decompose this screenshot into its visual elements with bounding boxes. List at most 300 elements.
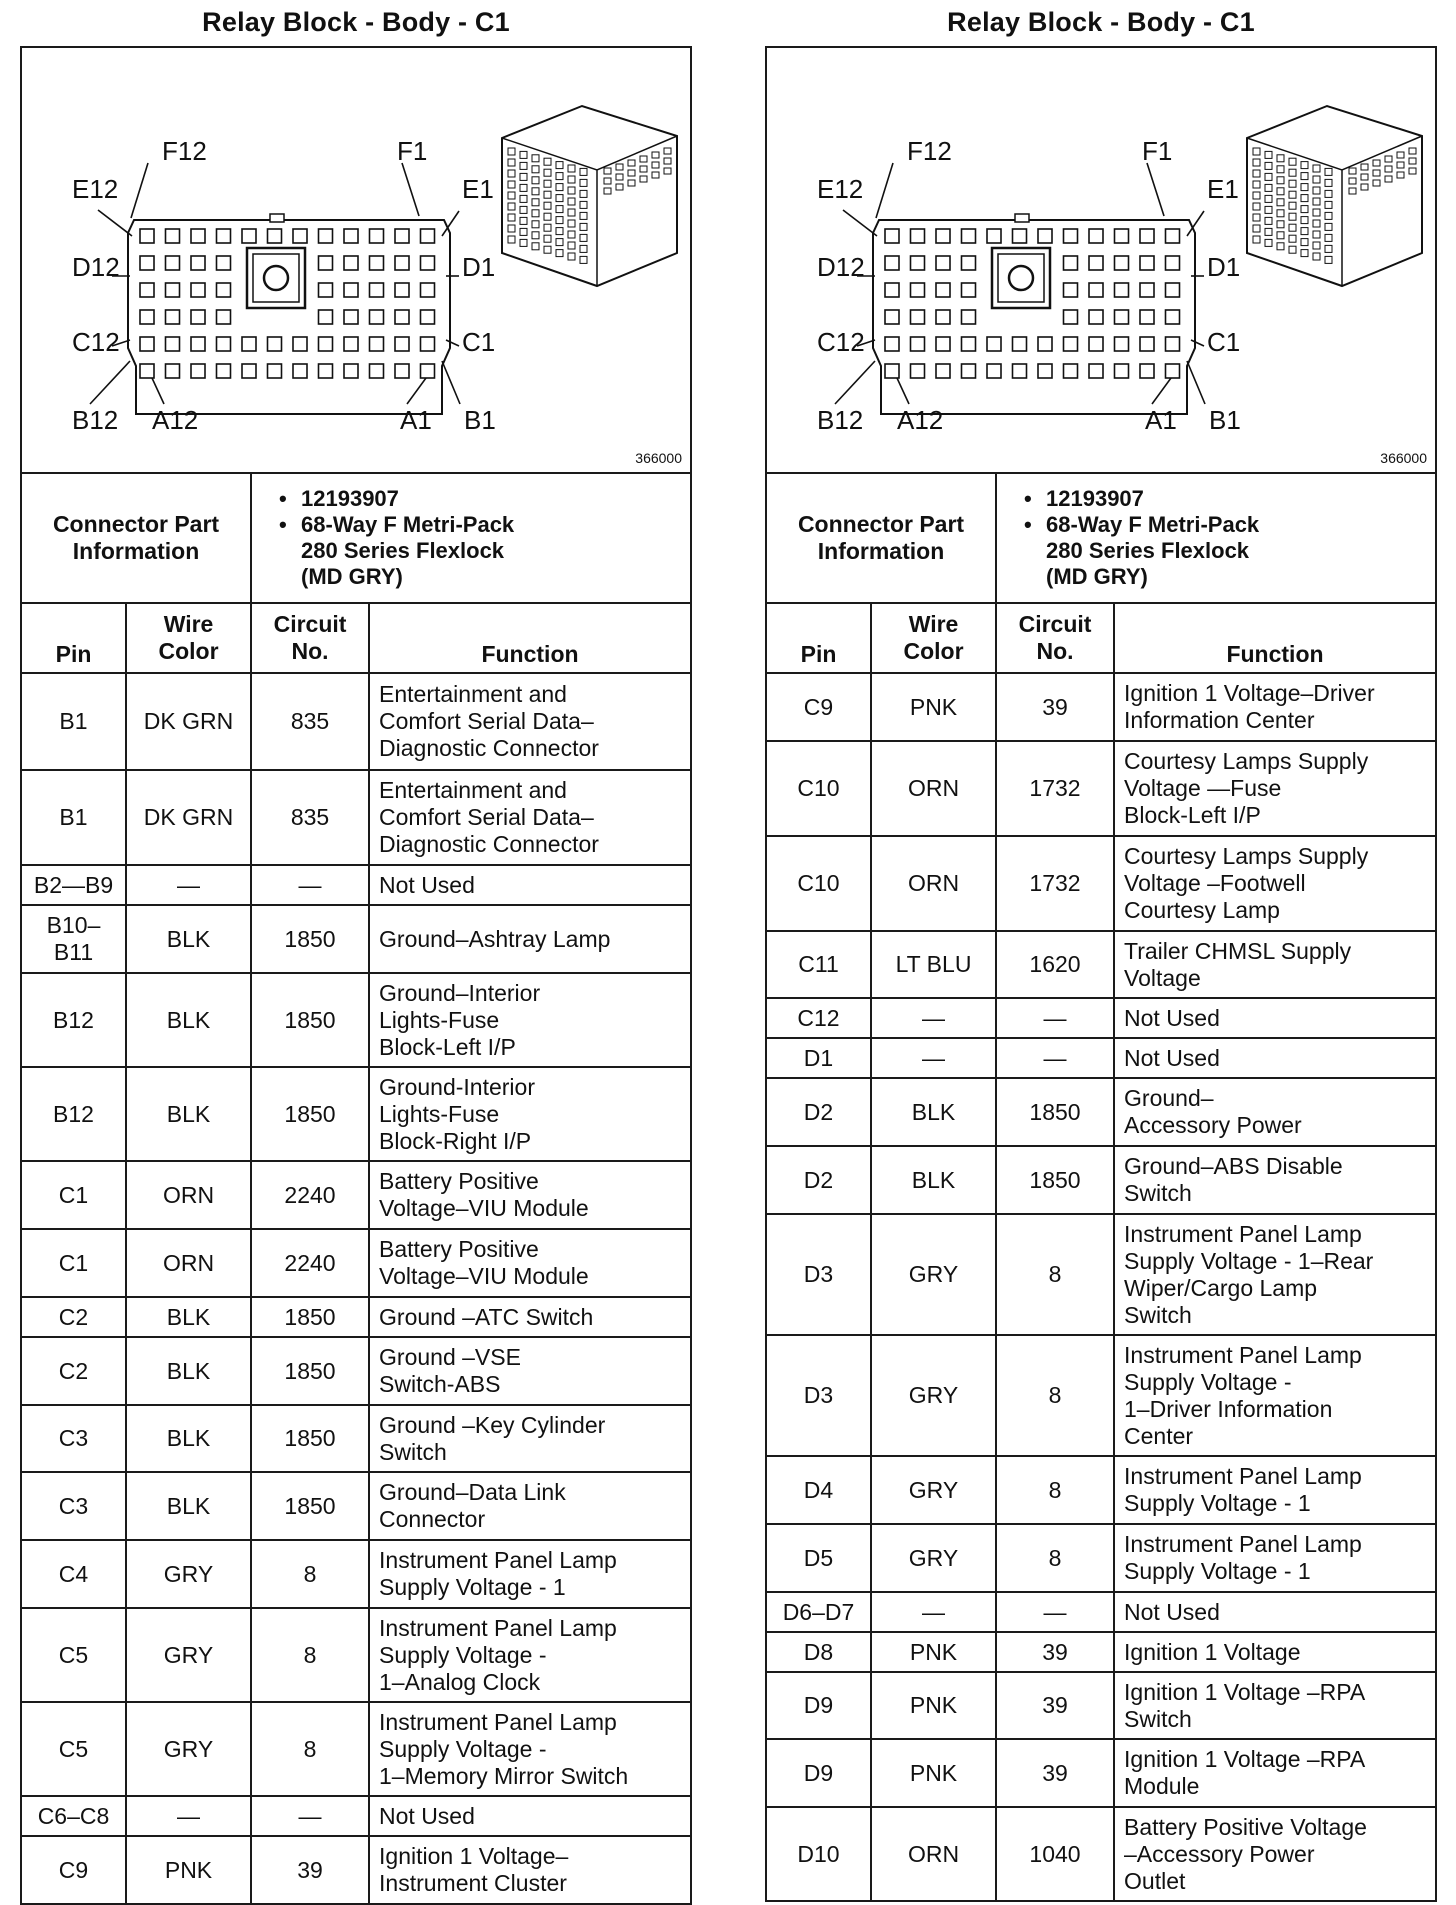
pin-cavity — [344, 229, 358, 243]
pin-cell: D1 — [766, 1038, 871, 1078]
function-cell: Ground-Interior Lights-Fuse Block-Right I/P — [369, 1067, 691, 1161]
wire-color-cell: GRY — [871, 1335, 996, 1456]
pin-cavity — [1115, 229, 1129, 243]
wire-color-cell: PNK — [126, 1836, 251, 1904]
pin-cavity — [1166, 256, 1180, 270]
pin-cavity — [1064, 364, 1078, 378]
iso-cavity — [1277, 199, 1284, 206]
iso-cavity — [580, 190, 587, 197]
pin-cavity — [319, 337, 333, 351]
pin-cell: C1 — [21, 1229, 126, 1297]
table-row — [766, 1078, 1436, 1146]
circuit-cell: 1850 — [251, 1472, 369, 1540]
iso-cavity — [664, 148, 671, 154]
circuit-cell: 835 — [251, 770, 369, 865]
pin-cavity — [242, 229, 256, 243]
iso-cavity — [1265, 228, 1272, 235]
pin-cavity — [344, 364, 358, 378]
function-cell: Ground–Interior Lights-Fuse Block-Left I/P — [369, 973, 691, 1067]
header-wire-color: Wire Color — [126, 603, 251, 673]
function-cell: Ignition 1 Voltage –RPA Module — [1114, 1739, 1436, 1807]
pin-cavity — [1140, 256, 1154, 270]
wire-color-cell: BLK — [126, 1472, 251, 1540]
pin-cell: D2 — [766, 1078, 871, 1146]
wire-color-cell: DK GRN — [126, 770, 251, 865]
circuit-cell: 39 — [996, 1672, 1114, 1739]
pin-cell: B10– B11 — [21, 905, 126, 973]
iso-cavity — [1313, 198, 1320, 205]
circuit-cell: 1850 — [251, 973, 369, 1067]
iso-cavity — [1409, 168, 1416, 174]
iso-cavity — [556, 173, 563, 180]
pin-cavity — [1166, 283, 1180, 297]
iso-cavity — [628, 160, 635, 166]
pin-cavity — [1166, 337, 1180, 351]
iso-cavity — [508, 148, 515, 155]
circuit-cell: 1850 — [251, 905, 369, 973]
wire-color-cell: GRY — [871, 1524, 996, 1592]
pin-row-label: A12 — [897, 405, 944, 435]
pin-cell: C3 — [21, 1472, 126, 1540]
pin-row-label: B1 — [464, 405, 496, 435]
iso-cavity — [532, 199, 539, 206]
pin-cell: C2 — [21, 1337, 126, 1405]
pin-cavity — [319, 229, 333, 243]
pin-cavity — [1013, 229, 1027, 243]
pin-cavity — [885, 337, 899, 351]
iso-cavity — [628, 180, 635, 186]
iso-cavity — [532, 166, 539, 173]
table-row — [21, 1337, 691, 1405]
iso-cavity — [1385, 166, 1392, 172]
pin-cavity — [911, 283, 925, 297]
pin-cavity — [370, 364, 384, 378]
pin-cell: D9 — [766, 1739, 871, 1807]
pin-cavity — [166, 229, 180, 243]
pin-cell: C9 — [766, 673, 871, 741]
iso-cavity — [544, 246, 551, 253]
iso-cavity — [568, 253, 575, 260]
pin-cavity — [421, 337, 435, 351]
pin-cavity — [217, 337, 231, 351]
pin-cell: D2 — [766, 1146, 871, 1214]
iso-cavity — [1349, 168, 1356, 174]
function-cell: Ground –ATC Switch — [369, 1297, 691, 1337]
iso-cavity — [556, 184, 563, 191]
wire-color-cell: BLK — [126, 1297, 251, 1337]
iso-cavity — [532, 221, 539, 228]
wire-color-cell: PNK — [871, 673, 996, 741]
iso-cavity — [1301, 173, 1308, 180]
function-cell: Not Used — [369, 1796, 691, 1836]
circuit-cell: 8 — [251, 1540, 369, 1608]
circuit-cell: 8 — [996, 1456, 1114, 1524]
pin-cavity — [936, 310, 950, 324]
wire-color-cell: DK GRN — [126, 673, 251, 770]
iso-cavity — [544, 191, 551, 198]
pin-cell: D5 — [766, 1524, 871, 1592]
pin-cell: B2—B9 — [21, 865, 126, 905]
pin-cavity — [191, 310, 205, 324]
pin-table — [20, 472, 692, 1905]
pin-cell: C2 — [21, 1297, 126, 1337]
wire-color-cell: BLK — [126, 1405, 251, 1472]
pin-cavity — [395, 337, 409, 351]
iso-cavity — [508, 203, 515, 210]
function-cell: Courtesy Lamps Supply Voltage —Fuse Block-Left I/P — [1114, 741, 1436, 836]
pin-cavity — [242, 337, 256, 351]
pin-cavity — [268, 364, 282, 378]
pin-row-label: C1 — [462, 327, 496, 357]
iso-cavity — [1253, 159, 1260, 166]
table-row — [21, 1608, 691, 1702]
iso-cavity — [1301, 250, 1308, 257]
iso-cavity — [1301, 239, 1308, 246]
pin-row-label: E12 — [817, 174, 864, 204]
table-row — [21, 1702, 691, 1796]
circuit-cell: 1040 — [996, 1807, 1114, 1901]
table-row — [766, 673, 1436, 741]
iso-cavity — [508, 225, 515, 232]
pin-leader-line — [1187, 361, 1205, 404]
iso-cavity — [568, 220, 575, 227]
iso-cavity — [568, 242, 575, 249]
iso-cavity — [1265, 217, 1272, 224]
function-cell: Entertainment and Comfort Serial Data– Diagnostic Connector — [369, 673, 691, 770]
pin-cavity — [268, 337, 282, 351]
iso-cavity — [520, 184, 527, 191]
iso-cavity — [1289, 224, 1296, 231]
pin-cell: C3 — [21, 1405, 126, 1472]
iso-cavity — [1325, 179, 1332, 186]
iso-cavity — [1409, 148, 1416, 154]
pin-cavity — [191, 337, 205, 351]
wire-color-cell: BLK — [126, 1337, 251, 1405]
pin-row-label: D1 — [462, 252, 496, 282]
iso-cavity — [520, 228, 527, 235]
iso-cavity — [640, 156, 647, 162]
iso-cavity — [1325, 212, 1332, 219]
wire-color-cell: BLK — [871, 1146, 996, 1214]
pin-cavity — [962, 310, 976, 324]
pin-cavity — [1064, 337, 1078, 351]
pin-cavity — [217, 310, 231, 324]
pin-cavity — [191, 283, 205, 297]
circuit-cell: — — [996, 1038, 1114, 1078]
iso-cavity — [568, 176, 575, 183]
pin-cavity — [395, 310, 409, 324]
iso-cavity — [580, 201, 587, 208]
connector-info-row — [21, 473, 691, 603]
wire-color-cell: — — [871, 998, 996, 1038]
pin-cavity — [962, 337, 976, 351]
wire-color-cell: ORN — [126, 1229, 251, 1297]
iso-cavity — [1253, 148, 1260, 155]
pin-cell: D3 — [766, 1335, 871, 1456]
pin-row-label: F1 — [397, 136, 428, 166]
pin-row-label: B1 — [1209, 405, 1241, 435]
pin-cavity — [344, 337, 358, 351]
iso-cavity — [1265, 173, 1272, 180]
pin-row-label: E1 — [1207, 174, 1239, 204]
figure-number: 366000 — [1380, 450, 1427, 466]
connector-panel-left — [20, 0, 692, 1905]
iso-cavity — [604, 168, 611, 174]
iso-cavity — [664, 158, 671, 164]
iso-cavity — [1361, 174, 1368, 180]
table-row — [21, 973, 691, 1067]
pin-cavity — [191, 256, 205, 270]
table-row — [766, 1632, 1436, 1672]
pin-cavity — [268, 229, 282, 243]
pin-cavity — [191, 229, 205, 243]
function-cell: Not Used — [1114, 1592, 1436, 1632]
iso-cavity — [532, 243, 539, 250]
pin-cavity — [936, 229, 950, 243]
iso-cavity — [1325, 190, 1332, 197]
pin-cavity — [885, 310, 899, 324]
pin-cavity — [936, 283, 950, 297]
iso-cavity — [1397, 162, 1404, 168]
pin-cavity — [293, 364, 307, 378]
panel-title: Relay Block - Body - C1 — [202, 7, 510, 37]
iso-cavity — [568, 231, 575, 238]
pin-cavity — [1089, 283, 1103, 297]
pin-cavity — [319, 256, 333, 270]
iso-cavity — [1253, 236, 1260, 243]
iso-cavity — [1253, 214, 1260, 221]
part-number: • 12193907 — [1024, 486, 1426, 512]
circuit-cell: — — [996, 998, 1114, 1038]
pin-cell: B12 — [21, 1067, 126, 1161]
header-wire-color: Wire Color — [871, 603, 996, 673]
pin-cavity — [1166, 229, 1180, 243]
pin-cavity — [1064, 310, 1078, 324]
table-row — [766, 998, 1436, 1038]
table-row — [21, 1540, 691, 1608]
pin-cell: C11 — [766, 931, 871, 998]
table-row — [766, 1807, 1436, 1901]
iso-cavity — [1277, 243, 1284, 250]
pin-cell: D9 — [766, 1672, 871, 1739]
pin-cavity — [1038, 364, 1052, 378]
iso-cavity — [580, 245, 587, 252]
iso-cavity — [568, 198, 575, 205]
pin-cavity — [166, 337, 180, 351]
circuit-cell: 1850 — [251, 1067, 369, 1161]
iso-cavity — [1301, 228, 1308, 235]
wire-color-cell: BLK — [126, 1067, 251, 1161]
iso-cavity — [1253, 203, 1260, 210]
iso-cavity — [604, 188, 611, 194]
iso-cavity — [544, 180, 551, 187]
iso-cavity — [568, 209, 575, 216]
pin-cavity — [370, 229, 384, 243]
wire-color-cell: — — [126, 1796, 251, 1836]
pin-cavity — [1089, 364, 1103, 378]
iso-cavity — [1325, 245, 1332, 252]
iso-cavity — [628, 170, 635, 176]
pin-cavity — [987, 364, 1001, 378]
iso-cavity — [1289, 191, 1296, 198]
circuit-cell: — — [251, 1796, 369, 1836]
iso-cavity — [532, 210, 539, 217]
panel-title: Relay Block - Body - C1 — [947, 7, 1255, 37]
pin-cavity — [962, 256, 976, 270]
pin-cell: C12 — [766, 998, 871, 1038]
pin-cell: C5 — [21, 1608, 126, 1702]
table-row — [766, 1038, 1436, 1078]
iso-cavity — [580, 212, 587, 219]
iso-cavity — [652, 162, 659, 168]
iso-cavity — [544, 169, 551, 176]
table-row — [21, 1161, 691, 1229]
wire-color-cell: GRY — [871, 1214, 996, 1335]
table-row — [21, 905, 691, 973]
pin-cavity — [1140, 310, 1154, 324]
iso-cavity — [532, 188, 539, 195]
circuit-cell: 8 — [996, 1335, 1114, 1456]
iso-cavity — [508, 170, 515, 177]
iso-cavity — [556, 217, 563, 224]
connector-description: • 68-Way F Metri-Pack 280 Series Flexlock (MD GRY) — [279, 512, 681, 590]
circuit-cell: 1850 — [251, 1405, 369, 1472]
pin-cell: D4 — [766, 1456, 871, 1524]
circuit-cell: 8 — [996, 1524, 1114, 1592]
function-cell: Ground–ABS Disable Switch — [1114, 1146, 1436, 1214]
function-cell: Ground –Key Cylinder Switch — [369, 1405, 691, 1472]
iso-cavity — [1289, 180, 1296, 187]
pin-cavity — [344, 256, 358, 270]
function-cell: Battery Positive Voltage –Accessory Power Outlet — [1114, 1807, 1436, 1901]
pin-row-label: A1 — [1145, 405, 1177, 435]
iso-cavity — [556, 195, 563, 202]
table-row — [766, 1524, 1436, 1592]
wire-color-cell: — — [871, 1592, 996, 1632]
iso-cavity — [520, 173, 527, 180]
pin-cavity — [1115, 283, 1129, 297]
iso-cavity — [1313, 253, 1320, 260]
connector-description: • 68-Way F Metri-Pack 280 Series Flexlock (MD GRY) — [1024, 512, 1426, 590]
iso-cavity — [1253, 181, 1260, 188]
pin-cavity — [1089, 256, 1103, 270]
pin-row-label: A12 — [152, 405, 199, 435]
table-row — [21, 673, 691, 770]
iso-cavity — [556, 162, 563, 169]
pin-cavity — [370, 337, 384, 351]
table-row — [766, 1739, 1436, 1807]
function-cell: Courtesy Lamps Supply Voltage –Footwell Courtesy Lamp — [1114, 836, 1436, 931]
iso-cavity — [1289, 235, 1296, 242]
function-cell: Instrument Panel Lamp Supply Voltage - 1–Analog Clock — [369, 1608, 691, 1702]
pin-cell: D8 — [766, 1632, 871, 1672]
pin-cavity — [1166, 310, 1180, 324]
iso-cavity — [604, 178, 611, 184]
pin-row-label: D1 — [1207, 252, 1241, 282]
wire-color-cell: GRY — [126, 1608, 251, 1702]
pin-cell: C10 — [766, 836, 871, 931]
pin-cavity — [166, 283, 180, 297]
table-row — [766, 836, 1436, 931]
header-pin: Pin — [21, 603, 126, 673]
pin-cavity — [987, 229, 1001, 243]
connector-info-label: Connector Part Information — [21, 473, 251, 603]
pin-cavity — [885, 283, 899, 297]
pin-cavity — [140, 256, 154, 270]
pin-row-label: E1 — [462, 174, 494, 204]
circuit-cell: 8 — [251, 1702, 369, 1796]
connector-info-values — [251, 473, 691, 603]
table-row — [766, 1146, 1436, 1214]
iso-cavity — [520, 239, 527, 246]
pin-cavity — [987, 337, 1001, 351]
iso-cavity — [1289, 213, 1296, 220]
connector-info-row — [766, 473, 1436, 603]
function-cell: Instrument Panel Lamp Supply Voltage - 1 — [1114, 1456, 1436, 1524]
iso-cavity — [1397, 152, 1404, 158]
pin-cavity — [370, 310, 384, 324]
circuit-cell: 39 — [996, 1739, 1114, 1807]
iso-cavity — [1289, 158, 1296, 165]
table-row — [766, 931, 1436, 998]
iso-cavity — [532, 155, 539, 162]
function-cell: Ignition 1 Voltage –RPA Switch — [1114, 1672, 1436, 1739]
iso-cavity — [1277, 166, 1284, 173]
pin-row-label: C12 — [817, 327, 865, 357]
pin-cavity — [1140, 337, 1154, 351]
pin-leader-line — [1147, 163, 1164, 216]
iso-cavity — [1313, 209, 1320, 216]
pin-cavity — [885, 256, 899, 270]
pin-cavity — [911, 337, 925, 351]
connector-info-label: Connector Part Information — [766, 473, 996, 603]
iso-cavity — [1301, 206, 1308, 213]
pin-cavity — [911, 229, 925, 243]
function-cell: Not Used — [1114, 1038, 1436, 1078]
iso-cavity — [652, 172, 659, 178]
function-cell: Instrument Panel Lamp Supply Voltage - 1–Memory Mirror Switch — [369, 1702, 691, 1796]
pin-cavity — [319, 310, 333, 324]
iso-cavity — [1313, 165, 1320, 172]
pin-cavity — [395, 229, 409, 243]
function-cell: Battery Positive Voltage–VIU Module — [369, 1229, 691, 1297]
table-row — [21, 1472, 691, 1540]
pin-row-label: A1 — [400, 405, 432, 435]
iso-cavity — [1301, 195, 1308, 202]
function-cell: Ignition 1 Voltage–Driver Information Center — [1114, 673, 1436, 741]
pin-cell: C4 — [21, 1540, 126, 1608]
pin-cavity — [140, 283, 154, 297]
connector-diagram — [20, 46, 692, 474]
iso-cavity — [1373, 160, 1380, 166]
iso-cavity — [1277, 232, 1284, 239]
header-circuit-no: Circuit No. — [251, 603, 369, 673]
wire-color-cell: PNK — [871, 1739, 996, 1807]
center-bolt-hole — [264, 266, 288, 290]
iso-cavity — [556, 228, 563, 235]
function-cell: Ground– Accessory Power — [1114, 1078, 1436, 1146]
iso-cavity — [520, 217, 527, 224]
iso-cavity — [1325, 201, 1332, 208]
iso-cavity — [1325, 234, 1332, 241]
pin-row-label: E12 — [72, 174, 119, 204]
pin-cavity — [1140, 229, 1154, 243]
iso-cavity — [1313, 242, 1320, 249]
iso-cavity — [1265, 206, 1272, 213]
pin-cavity — [936, 364, 950, 378]
function-cell: Instrument Panel Lamp Supply Voltage - 1 — [1114, 1524, 1436, 1592]
iso-cavity — [616, 174, 623, 180]
